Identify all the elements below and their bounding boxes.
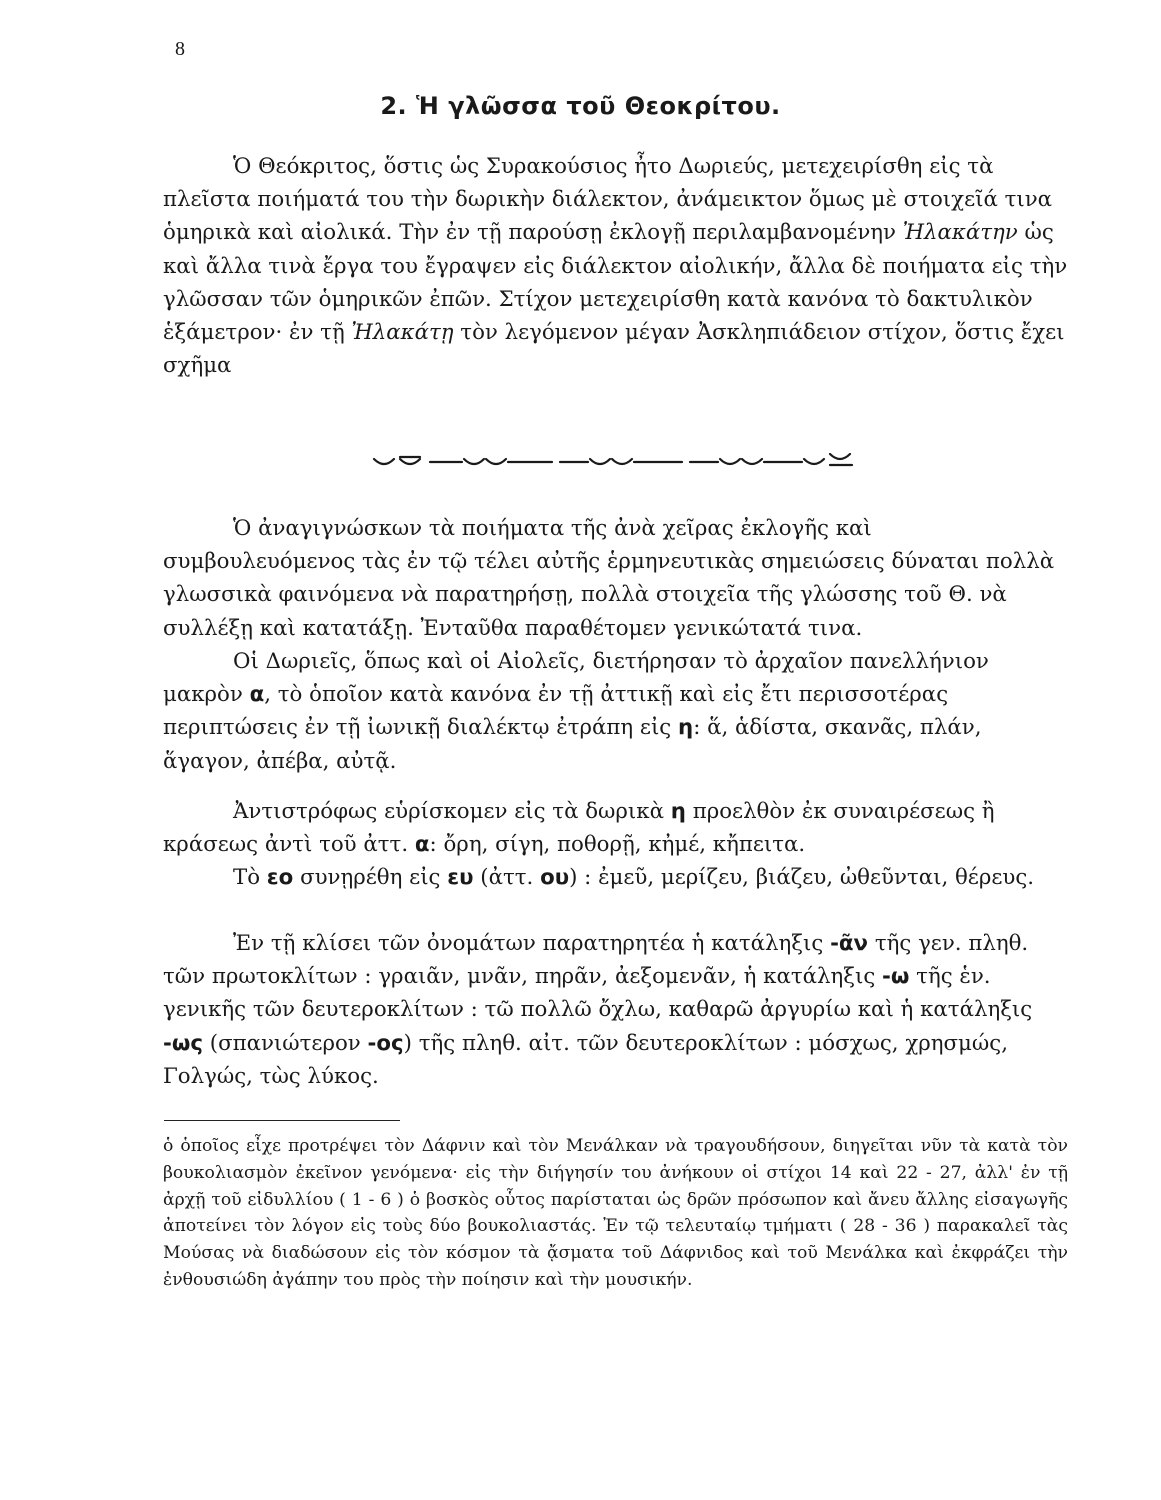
declension-text-d: τῆς ἑν. γενικῆς τῶν δευτεροκλίτων : τῶ πολλῶ ὄχλω, καθαρῶ ἀργυρίω καὶ ἡ κατάληξις (163, 964, 1033, 1023)
paragraph-reader (163, 512, 1068, 645)
declension-text-e: (σπανιώτερον (202, 1030, 368, 1056)
breve-9 (804, 459, 824, 464)
breve-5 (590, 459, 610, 464)
breve-2 (400, 459, 420, 464)
eo-digraph: εο (266, 865, 294, 890)
eo-text-e: ) : ἐμεῦ, μερίζευ, βιάζευ, ὠθεῦνται, θέρευς. (569, 865, 1035, 890)
ending-os-long: -ως (163, 1030, 203, 1056)
footnote: ὁ ὁποῖος εἶχε προτρέψει τὸν Δάφνιν καὶ τὸν Μενάλκαν νὰ τραγουδήσουν, διηγεῖται νῦν τὰ κατὰ τὸν βουκολιασμὸν ἐκεῖνον γενόμενα· εἰς τὴν διήγησίν του ἀνήκουν οἱ στίχοι 14 καὶ 22 - 27, ἀλλ' ἐν τῇ ἀρχῇ τοῦ εἰδυλλίου ( 1 - 6 ) ὁ βοσκὸς οὗτος παρίσταται ὡς δρῶν πρόσωπον καὶ ἄνευ ἄλλης εἰσαγωγῆς ἀποτείνει τὸν λόγον εἰς τοὺς δύο βουκολιαστάς. Ἐν τῷ τελευταίῳ τμήματι ( 28 - 36 ) παρακαλεῖ τὰς Μούσας νὰ διαδώσουν εἰς τὸν κόσμον τὰ ᾄσματα τοῦ Δάφνιδος καὶ τοῦ Μενάλκα καὶ ἐκφράζει τὴν ἐνθουσιώδη ἀγάπην του πρὸς τὴν ποίησιν καὶ τὴν μουσικήν. (163, 1136, 1068, 1290)
breve-8 (742, 459, 762, 464)
paragraph-eo (163, 861, 1068, 894)
page-number: 8 (175, 38, 185, 60)
reader-text: Ὁ ἀναγιγνώσκων τὰ ποιήματα τῆς ἀνὰ χεῖρας ἐκλογῆς καὶ συμβουλευόμενος τὰς ἐν τῷ τέλει αὐτῆς ἑρμηνευτικὰς σημειώσεις δύναται πολλὰ γλωσσικὰ φαινόμενα νὰ παρατηρήσῃ, πολλὰ στοιχεῖα τῆς γλώσσης τοῦ Θ. νὰ συλλέξῃ καὶ κατατάξῃ. Ἐνταῦθα παραθέτομεν γενικώτατά τινα. (163, 516, 1055, 641)
breve-3 (464, 459, 484, 464)
declension-text-c: τῆς γεν. πληθ. τῶν πρωτοκλίτων : γραιᾶν, μνᾶν, πηρᾶν, ἀεξομενᾶν, ἡ κατάληξις (163, 931, 1029, 990)
eo-text-c: συνῃρέθη εἰς (293, 865, 448, 890)
intro-text-a: Ὁ Θεόκριτος, ὅστις ὡς Συρακούσιος ἦτο Δωριεύς, μετεχειρίσθη εἰς τὰ πλεῖστα ποιήματά του τὴν δωρικὴν διάλεκτον, ἀνάμεικτον ὅμως μὲ στοιχεῖά τινα ὁμηρικὰ καὶ αἰολικά. Τὴν ἐν τῇ παρούσῃ ἐκλογῇ περιλαμβανομένην (163, 154, 1053, 246)
alpha-text-c: , τὸ ὁποῖον κατὰ κανόνα ἐν τῇ ἀττικῇ καὶ εἰς ἔτι περισσοτέρας περιπτώσεις ἐν τῇ ἰωνικῇ διαλέκτῳ ἐτράπη εἰς (163, 682, 949, 741)
alpha-text-d: : ἅ, ἁδίστα, σκανᾶς, πλάν, ἅγαγον, ἀπέβα, αὐτᾷ. (163, 715, 982, 774)
ending-an: -ᾶν (830, 931, 869, 956)
eta-letter: η (678, 715, 694, 741)
contraction-text-a: Ἀντιστρόφως εὑρίσκομεν εἰς τὰ δωρικὰ (233, 799, 671, 824)
paragraph-contraction (163, 795, 1068, 861)
alpha-letter: α (249, 682, 265, 708)
alpha-text-a: Οἱ Δωριεῖς, ὅπως καὶ οἱ Αἰολεῖς, διετήρησαν τὸ ἀρχαῖον πανελλήνιον μακρὸν (163, 649, 989, 708)
eu-digraph: ευ (447, 865, 474, 890)
paragraph-intro (163, 150, 1068, 382)
breve-6 (612, 459, 632, 464)
contraction-text-c: προελθὸν ἐκ συναιρέσεως ἢ κράσεως ἀντὶ τοῦ ἀττ. (163, 799, 995, 858)
ending-o: -ω (882, 964, 910, 990)
contraction-alpha: α (414, 832, 430, 858)
intro-text-c: τὸν λεγόμενον μέγαν Ἀσκληπιάδειον στίχον, ὅστις ἔχει σχῆμα (163, 320, 1065, 379)
eo-text-d: (ἀττ. (473, 865, 541, 890)
section-title: 2. Ἡ γλῶσσα τοῦ Θεοκρίτου. (380, 92, 781, 120)
contraction-text-d: : ὄρη, σίγη, ποθορῇ, κἠμέ, κἤπειτα. (429, 832, 806, 858)
intro-text-b: ὡς καὶ ἄλλα τινὰ ἔργα του ἔγραψεν εἰς διάλεκτον αἰολικήν, ἄλλα δὲ ποιήματα εἰς τὴν γλῶσσαν τῶν ὁμηρικῶν ἐπῶν. Στίχον μετεχειρίσθη κατὰ κανόνα τὸ δακτυλικὸν ἑξάμετρον· ἐν τῇ (163, 220, 1068, 346)
breve-10 (830, 454, 850, 459)
breve-7 (720, 459, 740, 464)
metrical-scheme (372, 453, 872, 477)
work-title-elakate: Ἠλακάτην (902, 220, 1018, 246)
paragraph-long-alpha (163, 645, 1068, 778)
breve-4 (486, 459, 506, 464)
eo-text-a: Τὸ (233, 865, 267, 890)
ending-os-short: -ος (367, 1030, 404, 1056)
breve-1 (374, 459, 394, 464)
work-title-elakate-dative: Ἠλακάτῃ (351, 320, 454, 346)
paragraph-declension (163, 927, 1068, 1093)
footnote-divider (164, 1120, 400, 1121)
declension-text-f: ) τῆς πληθ. αἰτ. τῶν δευτεροκλίτων : μόσχως, χρησμώς, Γολγώς, τὼς λύκος. (163, 1030, 1008, 1089)
ou-digraph: ου (540, 865, 570, 890)
declension-text-a: Ἐν τῇ κλίσει τῶν ὀνομάτων παρατηρητέα ἡ κατάληξις (233, 931, 831, 956)
contraction-eta: η (670, 799, 686, 824)
